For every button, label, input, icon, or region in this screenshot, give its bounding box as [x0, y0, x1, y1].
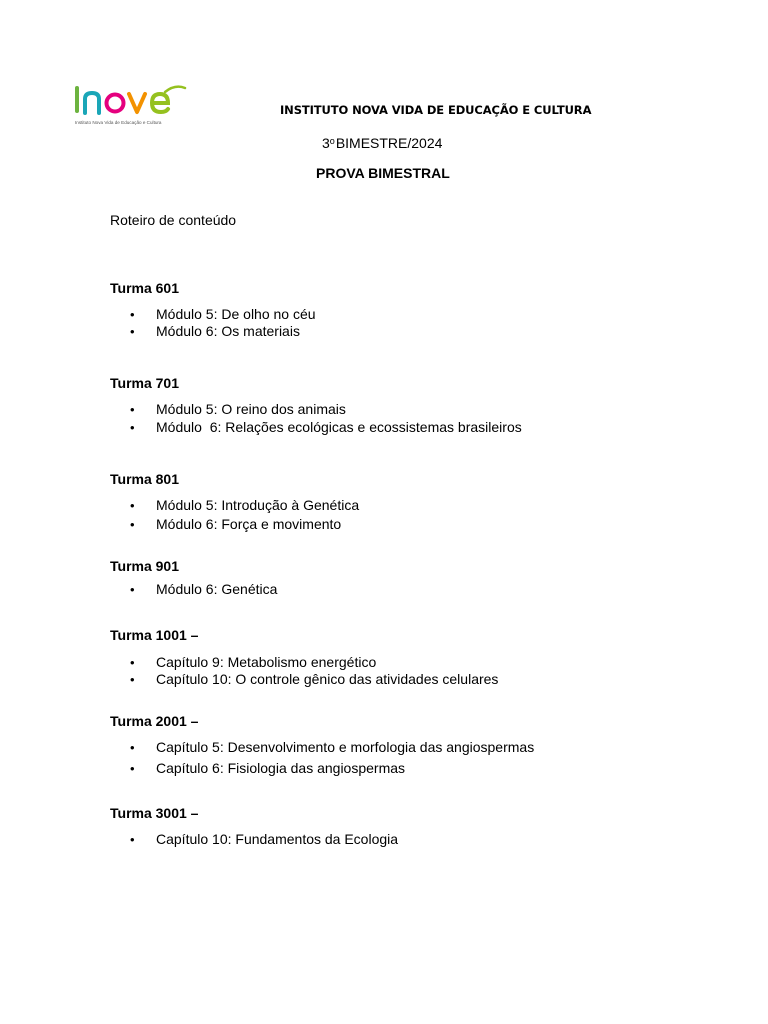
list-item — [130, 401, 346, 417]
bullet: • — [130, 402, 135, 417]
exam-title: PROVA BIMESTRAL — [316, 165, 450, 181]
list-item-text: Módulo 5: O reino dos animais — [156, 401, 346, 417]
bullet: • — [130, 832, 135, 847]
list-item — [130, 306, 316, 322]
bullet: • — [130, 582, 135, 597]
section-title-turma-801: Turma 801 — [110, 471, 179, 487]
institute-name: INSTITUTO NOVA VIDA DE EDUCAÇÃO E CULTURA — [280, 103, 592, 117]
list-item-text: Capítulo 9: Metabolismo energético — [156, 654, 377, 670]
bimestre-ordinal: o — [329, 136, 335, 146]
list-item-text: Módulo 5: De olho no céu — [156, 306, 316, 322]
bullet: • — [130, 498, 135, 513]
list-item — [130, 323, 300, 339]
bullet: • — [130, 655, 135, 670]
bimestre-text: BIMESTRE/2024 — [335, 135, 443, 151]
list-item — [130, 739, 534, 755]
list-item-text: Módulo 6: Relações ecológicas e ecossistemas brasileiros — [156, 419, 522, 435]
list-item — [130, 516, 341, 532]
list-item — [130, 419, 522, 435]
bullet: • — [130, 307, 135, 322]
section-title-turma-601: Turma 601 — [110, 280, 179, 296]
section-title-turma-2001: Turma 2001 – — [110, 713, 199, 729]
list-item — [130, 654, 376, 670]
section-title-turma-1001: Turma 1001 – — [110, 627, 199, 643]
list-item — [130, 581, 277, 597]
bullet: • — [130, 420, 135, 435]
list-item-text: Capítulo 6: Fisiologia das angiospermas — [156, 760, 406, 776]
list-item — [130, 831, 398, 847]
list-item-text: Módulo 6: Os materiais — [156, 323, 300, 339]
bullet: • — [130, 672, 135, 687]
inove-logo — [73, 82, 189, 130]
list-item-text: Módulo 5: Introdução à Genética — [156, 497, 360, 513]
bullet: • — [130, 517, 135, 532]
bullet: • — [130, 761, 135, 776]
list-item-text: Módulo 6: Genética — [156, 581, 278, 597]
bimestre-line — [322, 135, 442, 151]
bimestre-number: 3 — [322, 135, 330, 151]
content-guide-heading: Roteiro de conteúdo — [110, 212, 237, 228]
logo-tagline: Instituto Nova Vida de Educação e Cultura — [75, 120, 162, 125]
section-title-turma-901: Turma 901 — [110, 558, 179, 574]
list-item-text: Capítulo 10: O controle gênico das atividades celulares — [156, 671, 499, 687]
bullet: • — [130, 740, 135, 755]
list-item — [130, 671, 498, 687]
list-item-text: Capítulo 5: Desenvolvimento e morfologia das angiospermas — [156, 739, 535, 755]
list-item — [130, 497, 359, 513]
list-item-text: Capítulo 10: Fundamentos da Ecologia — [156, 831, 399, 847]
section-title-turma-3001: Turma 3001 – — [110, 805, 199, 821]
bullet: • — [130, 324, 135, 339]
list-item — [130, 760, 405, 776]
list-item-text: Módulo 6: Força e movimento — [156, 516, 342, 532]
section-title-turma-701: Turma 701 — [110, 375, 179, 391]
